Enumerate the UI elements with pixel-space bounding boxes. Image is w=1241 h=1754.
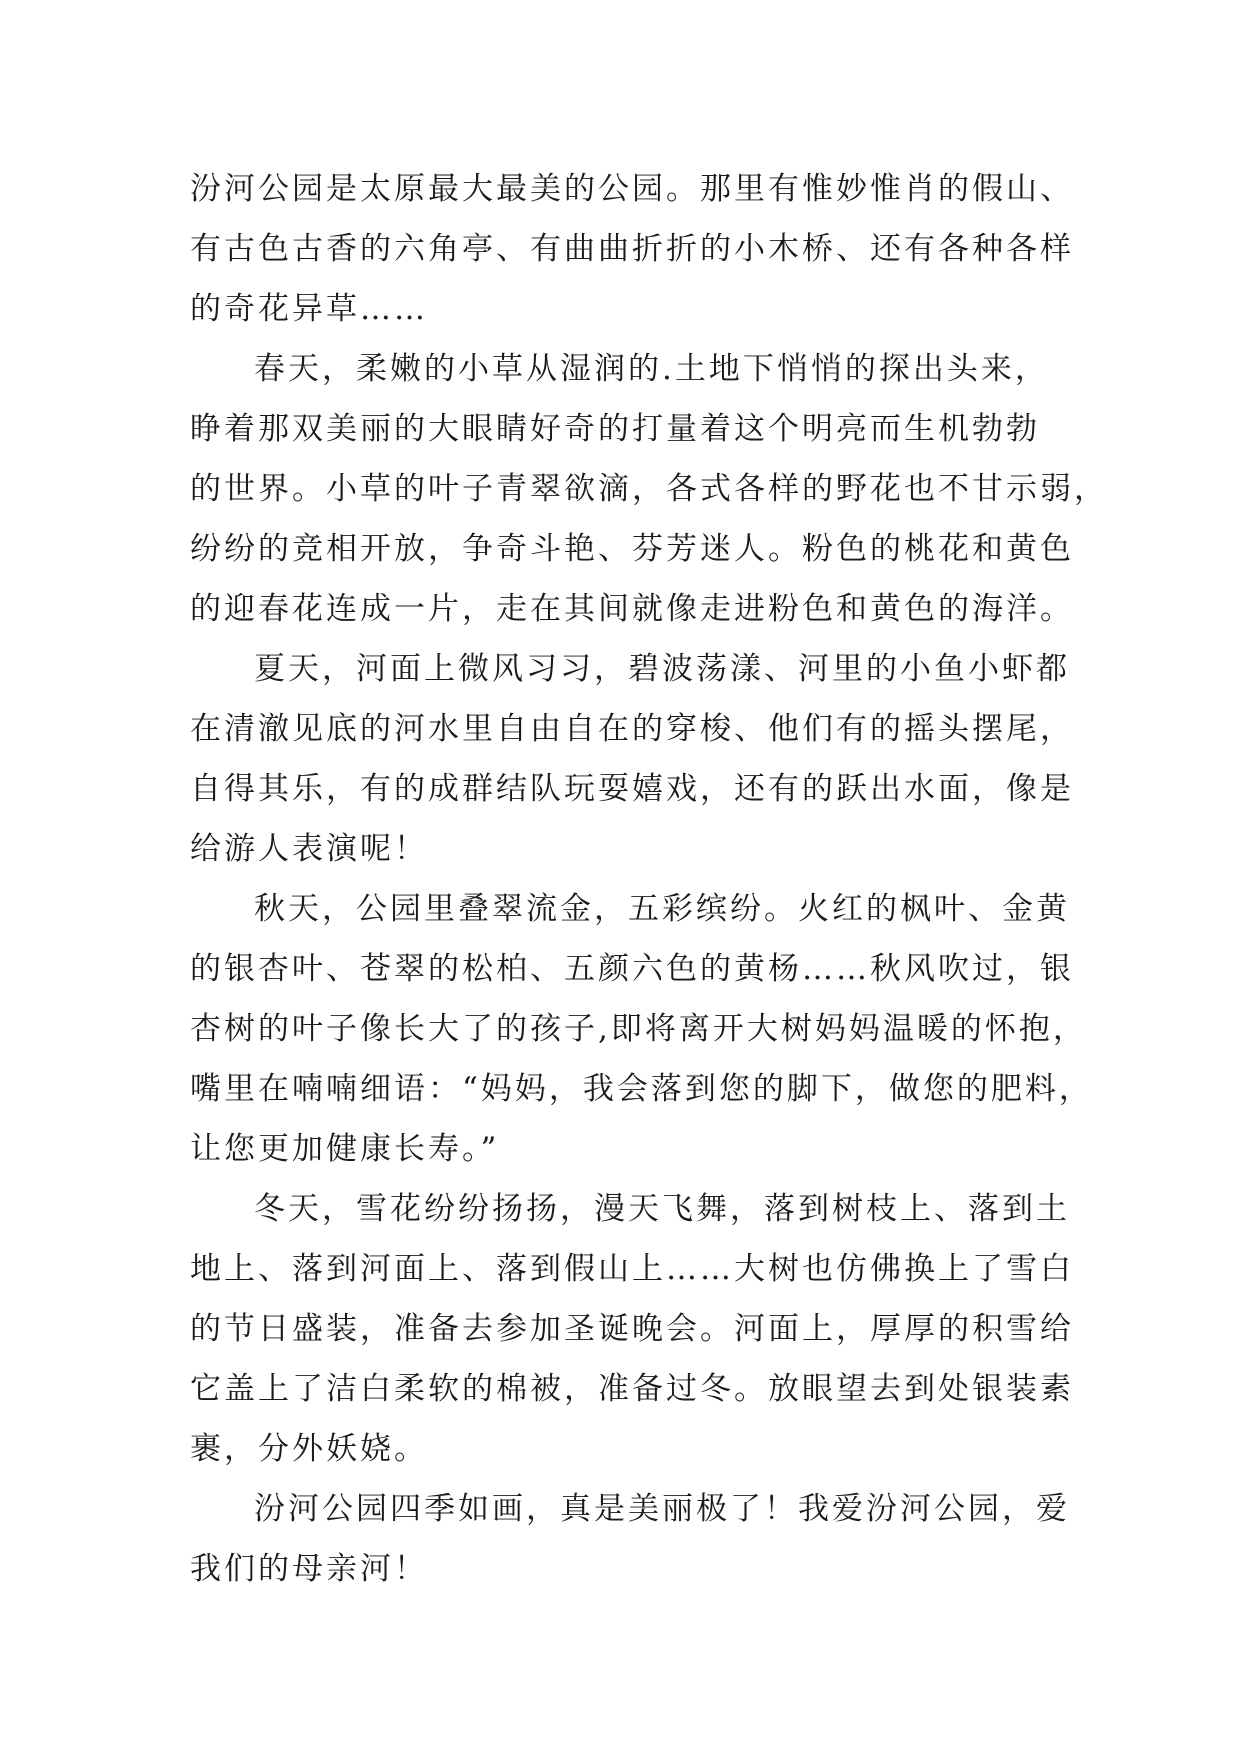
text-line: 给游人表演呢！ bbox=[190, 831, 428, 867]
text-line: 自得其乐，有的成群结队玩耍嬉戏，还有的跃出水面，像是 bbox=[190, 771, 1074, 807]
text-line: 有古色古香的六角亭、有曲曲折折的小木桥、还有各种各样 bbox=[190, 231, 1074, 267]
essay-body bbox=[190, 159, 1108, 1599]
paragraph-intro bbox=[190, 159, 1074, 339]
paragraph-autumn bbox=[190, 879, 1093, 1179]
text-line: 睁着那双美丽的大眼睛好奇的打量着这个明亮而生机勃勃 bbox=[190, 411, 1040, 447]
text-line: 杏树的叶子像长大了的孩子,即将离开大树妈妈温暖的怀抱， bbox=[190, 1011, 1087, 1047]
text-line: 的迎春花连成一片，走在其间就像走进粉色和黄色的海洋。 bbox=[190, 591, 1074, 627]
paragraph-conclusion bbox=[190, 1479, 1070, 1599]
text-line: 汾河公园四季如画，真是美丽极了！我爱汾河公园，爱 bbox=[254, 1491, 1070, 1527]
paragraph-winter bbox=[190, 1179, 1074, 1479]
text-line: 嘴里在喃喃细语：“妈妈，我会落到您的脚下，做您的肥料， bbox=[190, 1071, 1093, 1107]
text-line: 裹，分外妖娆。 bbox=[190, 1431, 428, 1467]
paragraph-summer bbox=[190, 639, 1074, 879]
text-line: 冬天，雪花纷纷扬扬，漫天飞舞，落到树枝上、落到土 bbox=[254, 1191, 1070, 1227]
text-line: 秋天，公园里叠翠流金，五彩缤纷。火红的枫叶、金黄 bbox=[254, 891, 1070, 927]
text-line: 夏天，河面上微风习习，碧波荡漾、河里的小鱼小虾都 bbox=[254, 651, 1070, 687]
text-line: 的世界。小草的叶子青翠欲滴，各式各样的野花也不甘示弱， bbox=[190, 471, 1108, 507]
text-line: 的节日盛装，准备去参加圣诞晚会。河面上，厚厚的积雪给 bbox=[190, 1311, 1074, 1347]
text-line: 我们的母亲河！ bbox=[190, 1551, 428, 1587]
text-line: 让您更加健康长寿。” bbox=[190, 1131, 500, 1167]
text-line: 它盖上了洁白柔软的棉被，准备过冬。放眼望去到处银装素 bbox=[190, 1371, 1074, 1407]
text-line: 的银杏叶、苍翠的松柏、五颜六色的黄杨……秋风吹过，银 bbox=[190, 951, 1074, 987]
text-line: 春天，柔嫩的小草从湿润的.土地下悄悄的探出头来， bbox=[254, 351, 1049, 387]
text-line: 汾河公园是太原最大最美的公园。那里有惟妙惟肖的假山、 bbox=[190, 171, 1074, 207]
text-line: 在清澈见底的河水里自由自在的穿梭、他们有的摇头摆尾， bbox=[190, 711, 1074, 747]
paragraph-spring bbox=[190, 339, 1108, 639]
text-line: 纷纷的竞相开放，争奇斗艳、芬芳迷人。粉色的桃花和黄色 bbox=[190, 531, 1074, 567]
text-line: 地上、落到河面上、落到假山上……大树也仿佛换上了雪白 bbox=[190, 1251, 1074, 1287]
text-line: 的奇花异草…… bbox=[190, 291, 428, 327]
